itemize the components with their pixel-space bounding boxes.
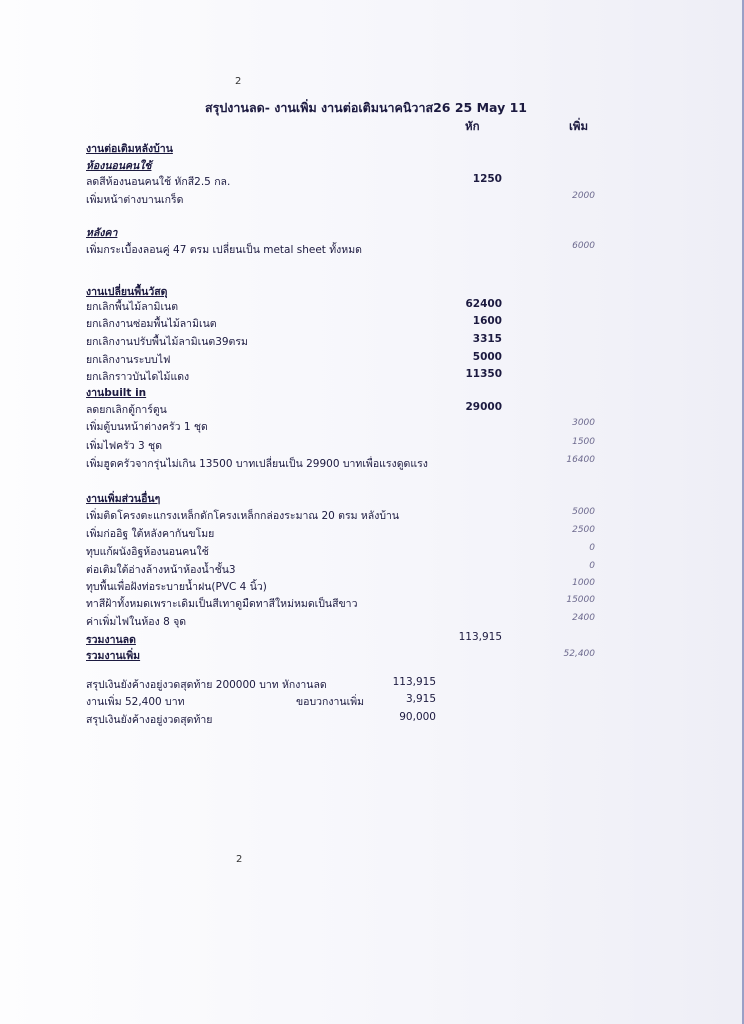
row-label: รวมงานลด [86, 634, 136, 646]
add-amount: 2400 [572, 613, 595, 623]
row-label: เพิ่มไฟครัว 3 ชุด [86, 440, 163, 452]
line-item-row [0, 173, 744, 191]
deduct-amount: 5000 [472, 351, 502, 363]
row-label: หลังคา [86, 227, 118, 239]
line-item-row [0, 333, 744, 351]
deduct-amount: 1250 [472, 173, 502, 185]
column-header-deduct: หัก [465, 119, 480, 133]
line-item-row [0, 437, 744, 455]
summary-a: สรุปเงินยังค้างอยู่งวดสุดท้าย 200000 บาท หักงานลด [86, 679, 327, 691]
section-heading [0, 140, 744, 158]
add-amount: 3000 [572, 418, 595, 428]
row-label: รวมงานเพิ่ม [86, 650, 141, 662]
page-mark-top: 2 [235, 76, 242, 87]
row-label: งานเพิ่มส่วนอื่นๆ [86, 493, 161, 505]
line-item-row [0, 418, 744, 436]
add-amount: 0 [589, 543, 595, 553]
add-amount: 5000 [572, 507, 595, 517]
deduct-amount: 11350 [465, 368, 502, 380]
line-item-row [0, 595, 744, 613]
row-label: ทาสีฝ้าทั้งหมดเพราะเดิมเป็นสีเทาดูมืดทาสีใหม่หมดเป็นสีขาว [86, 598, 358, 610]
row-label: ยกเลิกราวบันไดไม้แดง [86, 371, 190, 383]
row-label: ยกเลิกงานระบบไฟ [86, 354, 171, 366]
row-label: เพิ่มก่ออิฐ ใต้หลังคากันขโมย [86, 528, 215, 540]
row-label: ทุบพื้นเพื่อฝังท่อระบายน้ำฝน(PVC 4 นิ้ว) [86, 581, 267, 593]
line-item-row [0, 191, 744, 209]
row-label: เพิ่มตู้บนหน้าต่างครัว 1 ชุด [86, 421, 208, 433]
line-item-row [0, 401, 744, 419]
section-heading [0, 224, 744, 242]
add-amount: 16400 [566, 455, 595, 465]
row-label: งานเปลี่ยนพื้นวัสดุ [86, 286, 168, 298]
summary-a: สรุปเงินยังค้างอยู่งวดสุดท้าย [86, 714, 213, 726]
summary-line [86, 693, 486, 711]
add-amount: 15000 [566, 595, 595, 605]
line-item-row [0, 543, 744, 561]
line-item-row [0, 578, 744, 596]
row-label: ต่อเติมใต้อ่างล้างหน้าห้องน้ำชั้น3 [86, 564, 236, 576]
deduct-amount: 62400 [465, 298, 502, 310]
row-label: ลดยกเลิกตู้การ์ตูน [86, 404, 167, 416]
row-label: ค่าเพิ่มไฟในห้อง 8 จุด [86, 616, 187, 628]
row-label: งานต่อเติมหลังบ้าน [86, 143, 173, 155]
summary-line [86, 676, 486, 694]
line-item-row [0, 561, 744, 579]
row-label: เพิ่มหน้าต่างบานเกร็ด [86, 194, 184, 206]
line-item-row [0, 525, 744, 543]
deduct-amount: 1600 [472, 315, 502, 327]
summary-c: 113,915 [392, 676, 436, 688]
row-label: ห้องนอนคนใช้ [86, 160, 152, 172]
line-item-row [0, 298, 744, 316]
line-item-row [0, 351, 744, 369]
row-label: เพิ่มฮูดครัวจากรุ่นไม่เกิน 13500 บาทเปลี่ยนเป็น 29900 บาทเพื่อแรงดูดแรง [86, 458, 428, 470]
line-item-row [0, 507, 744, 525]
page-mark-bottom: 2 [236, 854, 243, 865]
line-item-row [0, 613, 744, 631]
row-label: ยกเลิกงานซ่อมพื้นไม้ลามิเนต [86, 318, 217, 330]
add-amount: 52,400 [563, 649, 595, 659]
add-amount: 1500 [572, 437, 595, 447]
row-label: ลดสีห้องนอนคนใช้ หักสี2.5 กล. [86, 176, 231, 188]
summary-a: งานเพิ่ม 52,400 บาท [86, 696, 185, 708]
column-header-add: เพิ่ม [569, 119, 589, 133]
summary-c: 3,915 [405, 693, 436, 705]
row-label: เพิ่มกระเบื้องลอนคู่ 47 ตรม เปลี่ยนเป็น metal sheet ทั้งหมด [86, 244, 362, 256]
section-heading [0, 490, 744, 508]
document-title: สรุปงานลด- งานเพิ่ม งานต่อเติมนาคนิวาส26 25 May 11 [205, 100, 527, 115]
add-amount: 0 [589, 561, 595, 571]
line-item-row [0, 315, 744, 333]
deduct-amount: 29000 [465, 401, 502, 413]
row-label: เพิ่มติดโครงตะแกรงเหล็กดักโครงเหล็กกล่องระมาณ 20 ตรม หลังบ้าน [86, 510, 400, 522]
add-amount: 2000 [572, 191, 595, 201]
line-item-row [0, 455, 744, 473]
total-row [0, 647, 744, 665]
line-item-row [0, 241, 744, 259]
row-label: ยกเลิกงานปรับพื้นไม้ลามิเนต39ตรม [86, 336, 248, 348]
add-amount: 6000 [572, 241, 595, 251]
add-amount: 2500 [572, 525, 595, 535]
summary-c: 90,000 [399, 711, 436, 723]
row-label: งานbuilt in [86, 387, 147, 399]
summary-b: ขอบวกงานเพิ่ม [296, 696, 365, 708]
section-heading [0, 384, 744, 402]
row-label: ยกเลิกพื้นไม้ลามิเนต [86, 301, 179, 313]
summary-line [86, 711, 486, 729]
deduct-amount: 113,915 [458, 631, 502, 643]
deduct-amount: 3315 [472, 333, 502, 345]
row-label: ทุบแก้ผนังอิฐห้องนอนคนใช้ [86, 546, 209, 558]
add-amount: 1000 [572, 578, 595, 588]
